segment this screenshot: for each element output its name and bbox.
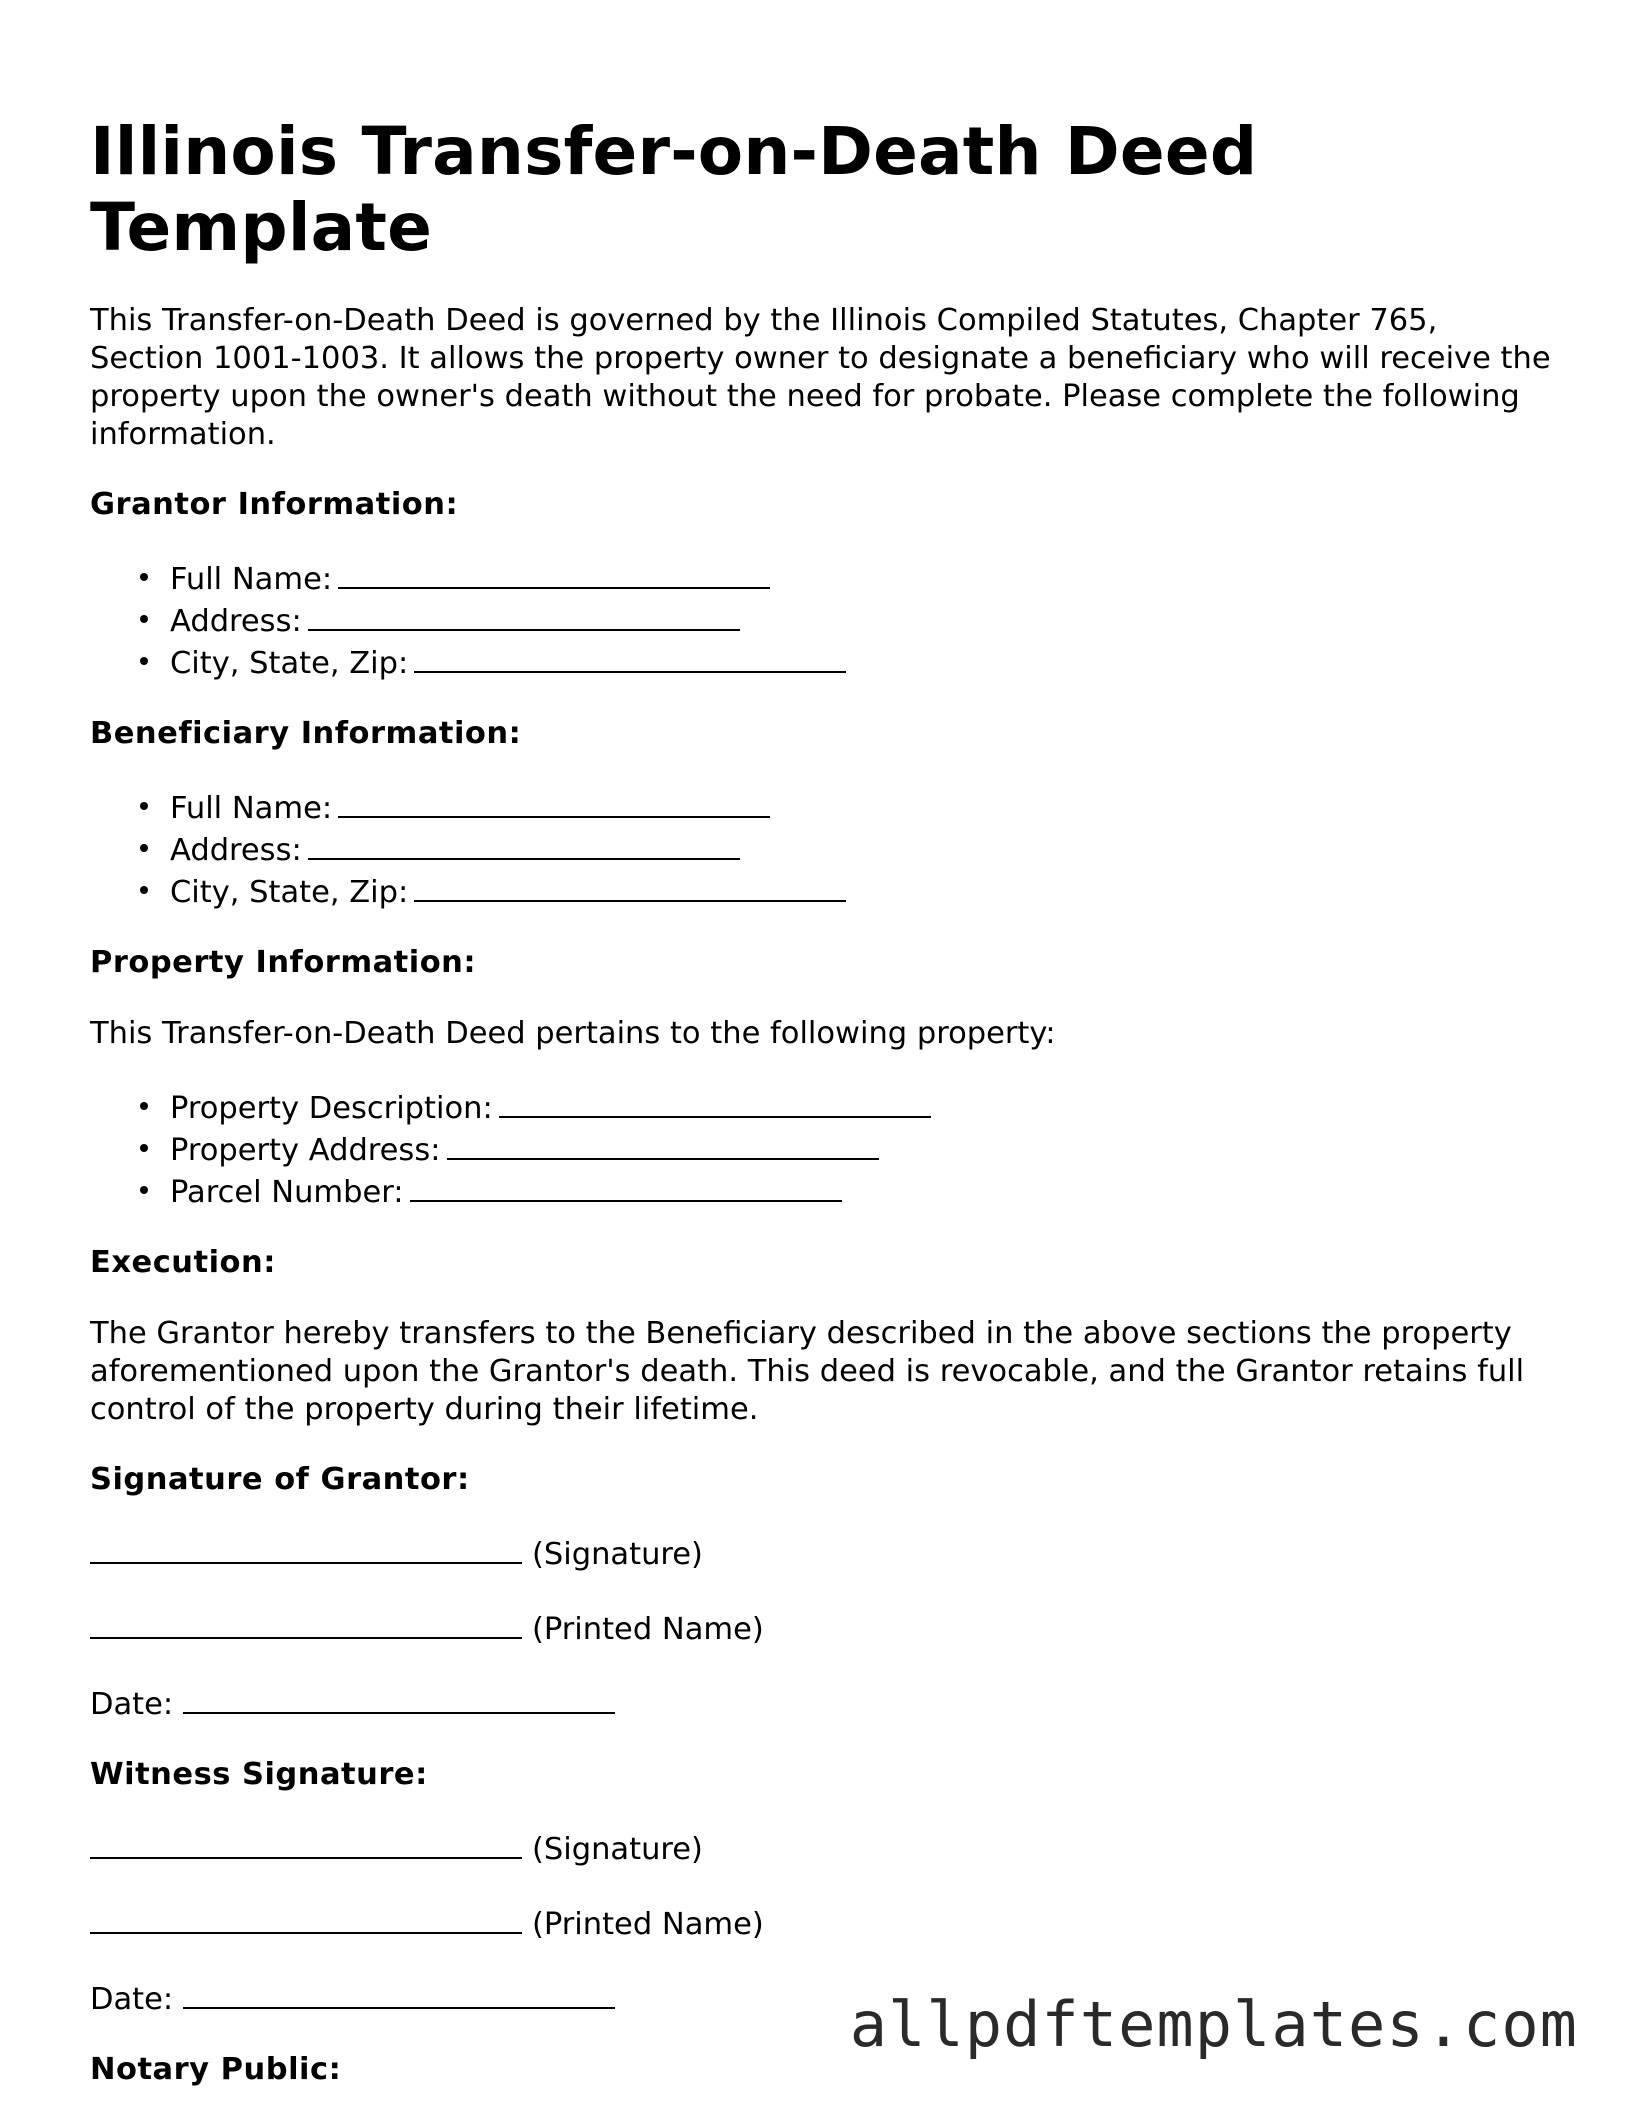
field-label: Parcel Number:: [170, 1175, 404, 1210]
witness-printed-name-field[interactable]: [90, 1902, 522, 1934]
signature-label: (Signature): [532, 1832, 703, 1867]
signature-label: (Signature): [532, 1537, 703, 1572]
list-item: [170, 786, 1550, 828]
notary-heading: Notary Public:: [90, 2052, 342, 2087]
witness-date-field[interactable]: [183, 1977, 615, 2009]
property-fields: [90, 1086, 1550, 1212]
list-item: [170, 1128, 1550, 1170]
property-address-field[interactable]: [447, 1128, 879, 1160]
list-item: [170, 870, 1550, 912]
beneficiary-city-state-zip-field[interactable]: [414, 870, 846, 902]
beneficiary-heading: Beneficiary Information:: [90, 716, 522, 751]
property-section: [90, 944, 1550, 1212]
printed-name-label: (Printed Name): [532, 1907, 764, 1942]
grantor-full-name-field[interactable]: [338, 557, 770, 589]
grantor-section: [90, 486, 1550, 683]
property-heading: Property Information:: [90, 945, 477, 980]
field-label: Address:: [170, 833, 302, 868]
field-label: City, State, Zip:: [170, 875, 409, 910]
intro-paragraph: This Transfer-on-Death Deed is governed by the Illinois Compiled Statutes, Chapter 765, Section 1001-1003. It allows the property owner to designate a beneficiary who will receive the property upon the owner's death without the need for probate. Please complete the following information.: [90, 303, 1551, 452]
property-description-field[interactable]: [499, 1086, 931, 1118]
grantor-signature-field[interactable]: [90, 1532, 522, 1564]
printed-name-label: (Printed Name): [532, 1612, 764, 1647]
witness-signature-line: [90, 1827, 1550, 1869]
field-label: Property Address:: [170, 1133, 441, 1168]
witness-printed-name-line: [90, 1902, 1550, 1944]
field-label: Full Name:: [170, 562, 333, 597]
execution-heading: Execution:: [90, 1245, 276, 1280]
grantor-date-line: [90, 1682, 1550, 1724]
field-label: City, State, Zip:: [170, 646, 409, 681]
list-item: [170, 1170, 1550, 1212]
witness-signature-field[interactable]: [90, 1827, 522, 1859]
execution-section: [90, 1244, 1550, 1429]
execution-text: The Grantor hereby transfers to the Beneficiary described in the above sections the property aforementioned upon the Grantor's death. This deed is revocable, and the Grantor retains full control of the property during their lifetime.: [90, 1316, 1525, 1427]
field-label: Full Name:: [170, 791, 333, 826]
watermark: allpdftemplates.com: [849, 1988, 1578, 2061]
list-item: [170, 599, 1550, 641]
witness-signature-heading: Witness Signature:: [90, 1757, 428, 1792]
grantor-printed-name-line: [90, 1607, 1550, 1649]
document-page: [90, 0, 1550, 2089]
grantor-address-field[interactable]: [308, 599, 740, 631]
document-title: Illinois Transfer-on-Death Deed Template: [90, 113, 1258, 266]
grantor-printed-name-field[interactable]: [90, 1607, 522, 1639]
date-label: Date:: [90, 1982, 174, 2017]
list-item: [170, 828, 1550, 870]
witness-signature-section: [90, 1756, 1550, 2019]
date-label: Date:: [90, 1687, 174, 1722]
grantor-heading: Grantor Information:: [90, 487, 459, 522]
property-text: This Transfer-on-Death Deed pertains to the following property:: [90, 1016, 1056, 1051]
grantor-fields: [90, 557, 1550, 683]
grantor-signature-heading: Signature of Grantor:: [90, 1462, 470, 1497]
field-label: Address:: [170, 604, 302, 639]
field-label: Property Description:: [170, 1091, 493, 1126]
beneficiary-address-field[interactable]: [308, 828, 740, 860]
beneficiary-fields: [90, 786, 1550, 912]
grantor-city-state-zip-field[interactable]: [414, 641, 846, 673]
list-item: [170, 557, 1550, 599]
list-item: [170, 1086, 1550, 1128]
grantor-date-field[interactable]: [183, 1682, 615, 1714]
beneficiary-section: [90, 715, 1550, 912]
list-item: [170, 641, 1550, 683]
grantor-signature-section: [90, 1461, 1550, 1724]
parcel-number-field[interactable]: [410, 1170, 842, 1202]
beneficiary-full-name-field[interactable]: [338, 786, 770, 818]
grantor-signature-line: [90, 1532, 1550, 1574]
